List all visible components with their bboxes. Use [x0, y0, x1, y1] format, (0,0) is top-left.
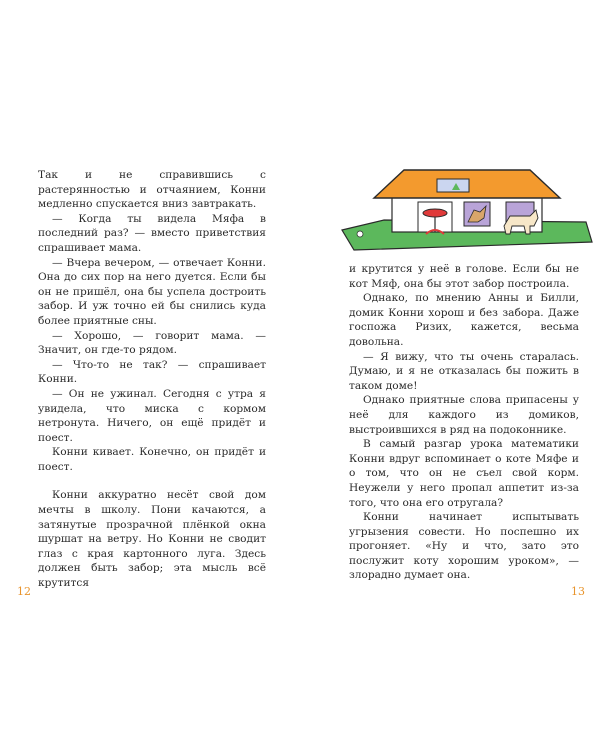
paragraph: и крутится у неё в голове. Если бы не кот Мяф, она бы этот забор построила.: [349, 263, 579, 290]
section-break: [38, 474, 266, 488]
paragraph: Конни аккуратно несёт свой дом мечты в школу. Пони качаются, а затянутые прозрачной плёнкой окна шуршат на ветру. Но Конни не сводит глаз с края картонного луга. Здесь должен быть забор; эта мысль всё крутится: [38, 489, 266, 590]
paragraph: — Он не ужинал. Сегодня с утра я увидела, что миска с кормом нетронута. Ничего, он ещё придёт и поест.: [38, 387, 266, 444]
paragraph: — Хорошо, — говорит мама. — Значит, он где-то рядом.: [38, 329, 266, 357]
paragraph: Однако, по мнению Анны и Билли, домик Конни хорош и без забора. Даже госпожа Ризих, кажется, весьма довольна.: [349, 292, 579, 348]
page-number: 13: [571, 585, 585, 598]
paragraph: Так и не справившись с растерянностью и отчаянием, Конни медленно спускается вниз завтракать.: [38, 169, 266, 211]
paragraph: — Что-то не так? — спрашивает Конни.: [38, 358, 266, 386]
right-text-column: [349, 262, 579, 583]
paragraph: Конни кивает. Конечно, он придёт и поест.: [38, 446, 266, 473]
paragraph: Конни начинает испытывать угрызения совести. Но поспешно их прогоняет. «Ну и что, зато это послужит коту хорошим уроком», — злорадно думает она.: [349, 511, 579, 582]
page-number: 12: [17, 585, 31, 598]
paragraph: — Я вижу, что ты очень старалась. Думаю, и я не отказалась бы пожить в таком доме!: [349, 350, 579, 392]
paragraph: В самый разгар урока математики Конни вдруг вспоминает о коте Мяфе и о том, что он не съел свой корм. Неужели у него пропал аппетит из-за того, что она его отругала?: [349, 438, 579, 509]
paragraph: — Вчера вечером, — отвечает Конни. Она до сих пор на него дуется. Если бы он не пришёл, она бы успела достроить забор. И уж точно ей бы снились куда более приятные сны.: [38, 256, 266, 327]
paragraph: Однако приятные слова припасены у неё для каждого из домиков, выстроившихся в ряд на подоконнике.: [349, 394, 579, 436]
right-page: [300, 0, 600, 750]
paragraph: — Когда ты видела Мяфа в последний раз? — вместо приветствия спрашивает мама.: [38, 212, 266, 254]
dollhouse-illustration: [334, 160, 596, 256]
left-text-column: [38, 168, 266, 591]
